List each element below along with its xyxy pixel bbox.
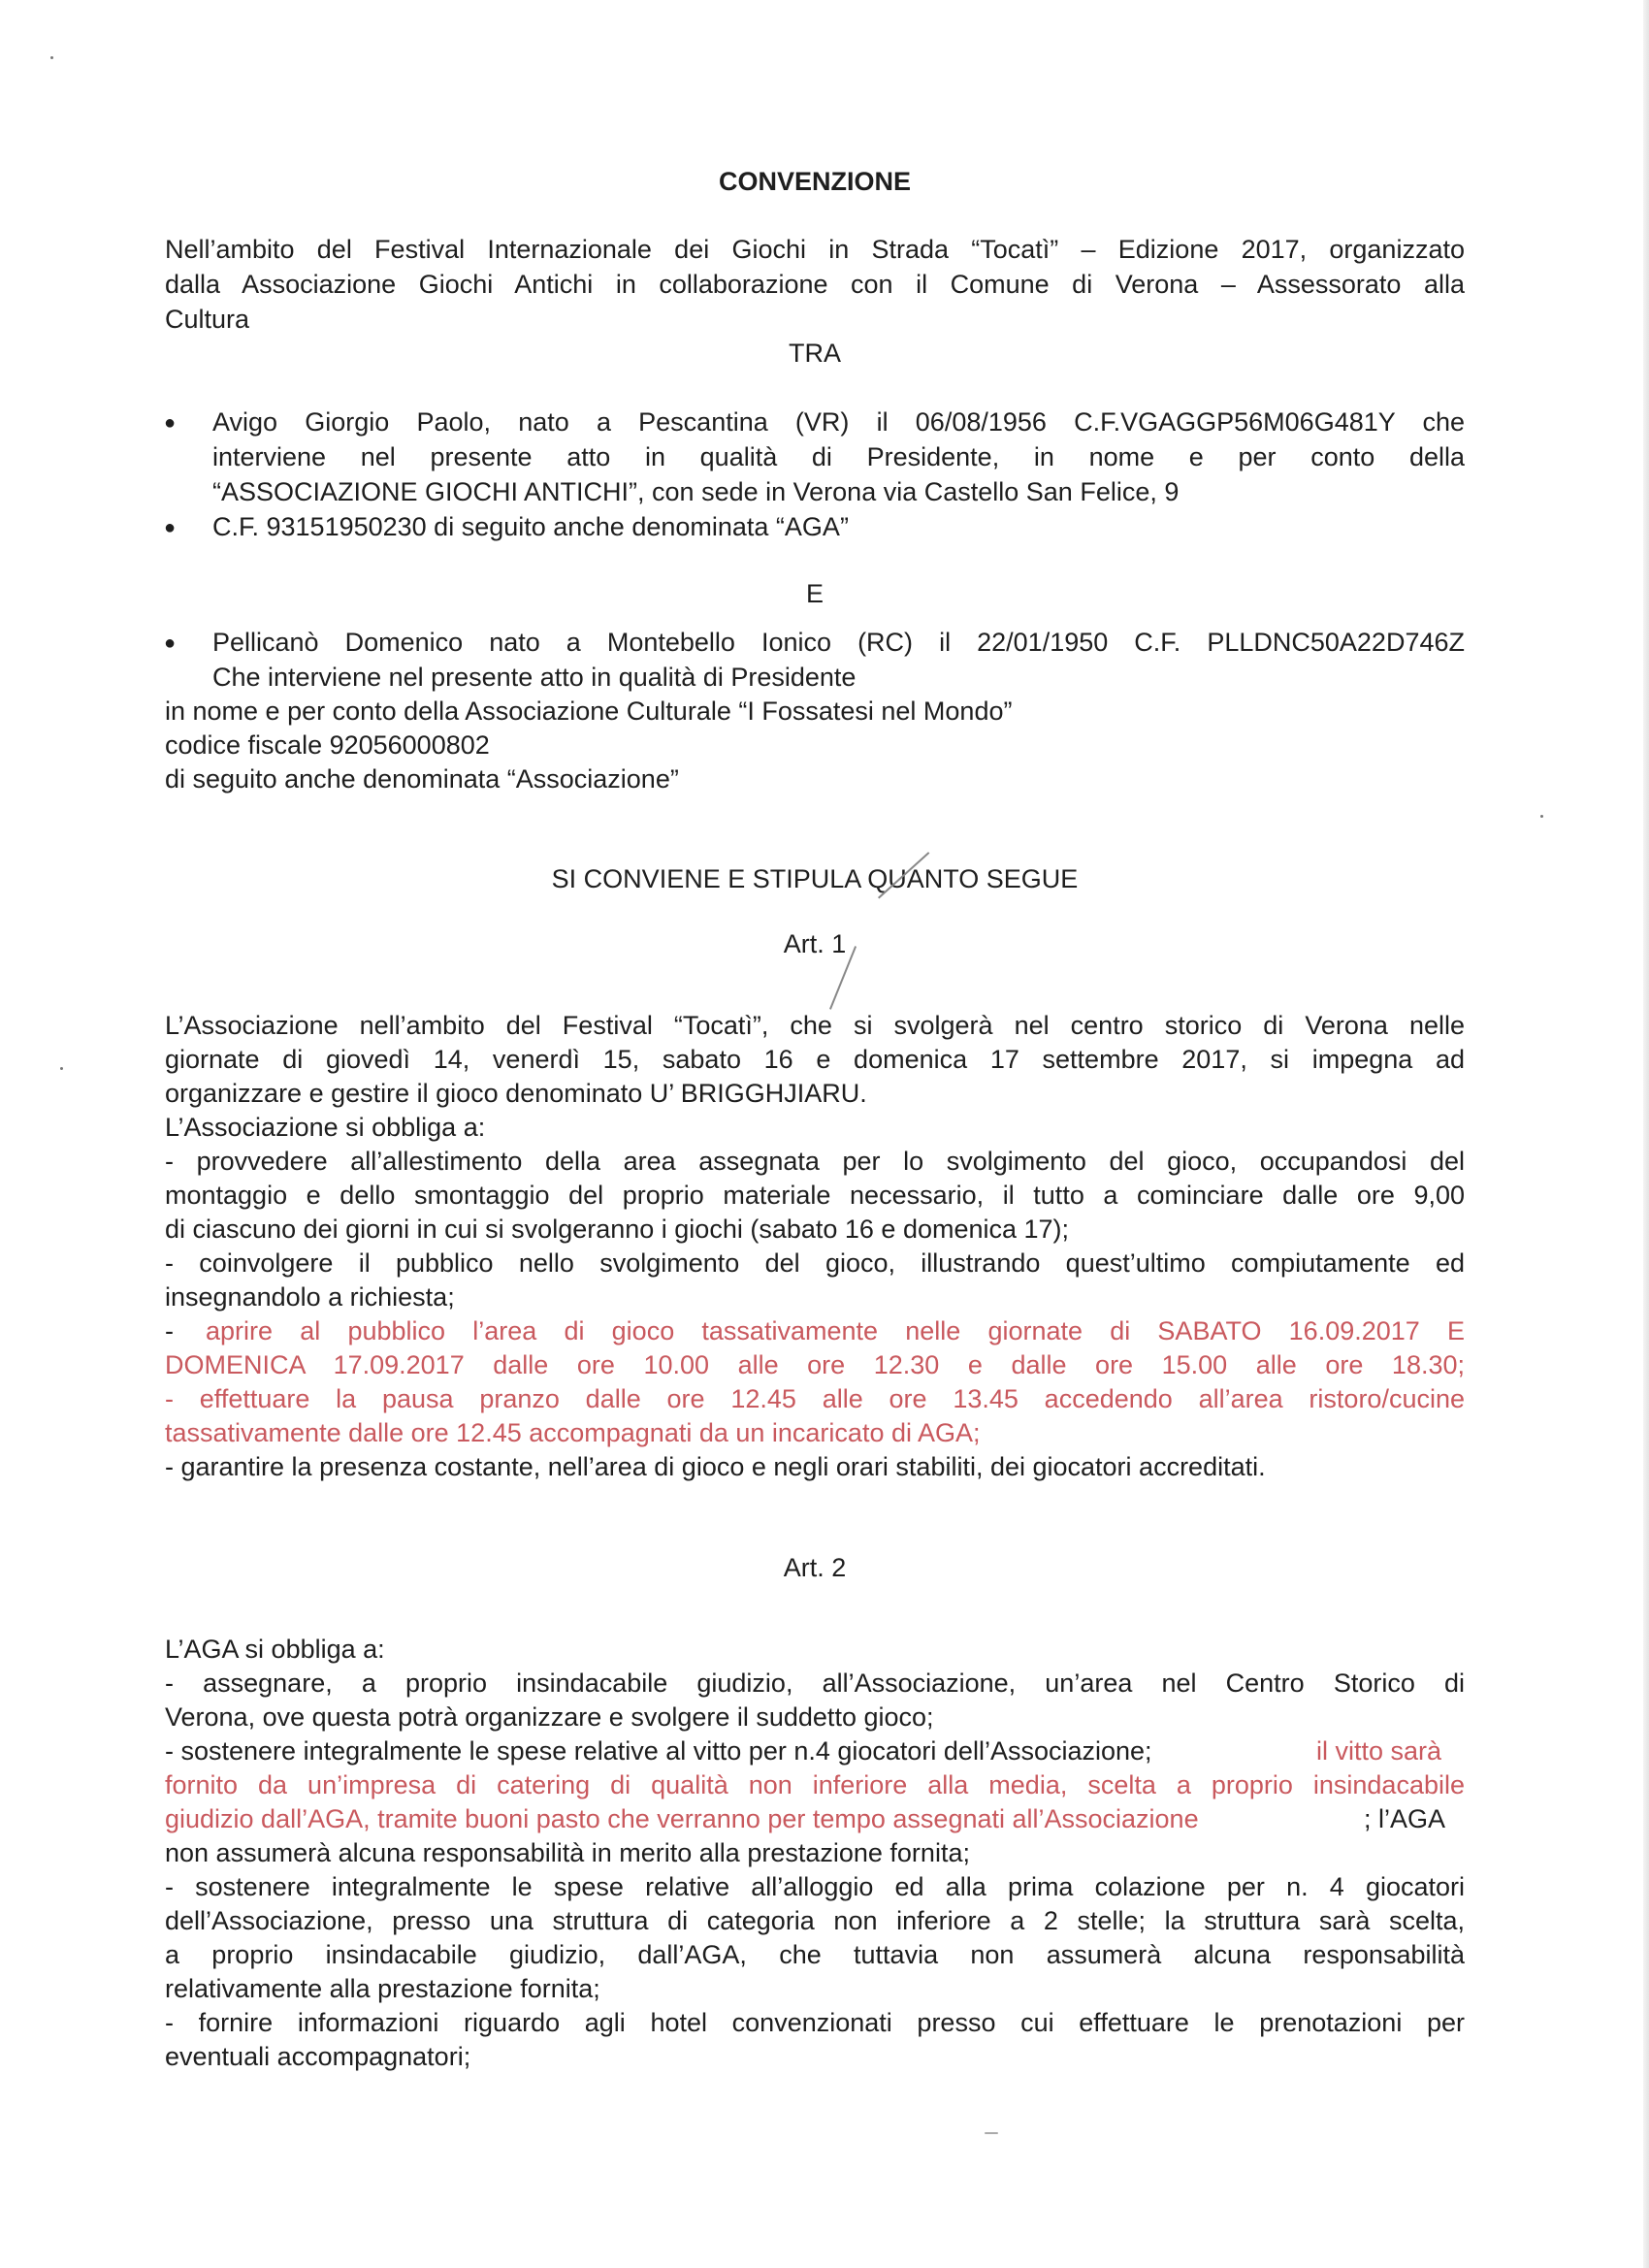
art2-line-b-7: eventuali accompagnatori; [165, 2042, 471, 2071]
art2-vitto-black: - sostenere integralmente le spese relative al vitto per n.4 giocatori dell’Associazione; [165, 1736, 1152, 1766]
art1-line-9: insegnandolo a richiesta; [165, 1282, 455, 1312]
art2-line-b-4: a proprio insindacabile giudizio, dall’AGA, che tuttavia non assumerà alcuna responsabilità [165, 1940, 1465, 1969]
art2-line-b-6: - fornire informazioni riguardo agli hotel convenzionati presso cui effettuare le prenotazioni per [165, 2008, 1465, 2037]
art1-line-4: L’Associazione si obbliga a: [165, 1113, 486, 1142]
art2-vitto-black-end: ; l’AGA [1364, 1804, 1446, 1833]
party1-line-1: Avigo Giorgio Paolo, nato a Pescantina (VR) il 06/08/1956 C.F.VGAGGP56M06G481Y che [212, 407, 1465, 437]
art2-line-3: Verona, ove questa potrà organizzare e svolgere il suddetto gioco; [165, 1702, 934, 1732]
art1-red-line-1: aprire al pubblico l’area di gioco tassativamente nelle giornate di SABATO 16.09.2017 E [206, 1316, 1465, 1345]
scan-speck [1540, 815, 1543, 818]
art1-red-line-3: - effettuare la pausa pranzo dalle ore 12.45 alle ore 13.45 accedendo all’area ristoro/cucine [165, 1384, 1465, 1413]
art2-vitto-red-1: il vitto sarà [1316, 1736, 1442, 1766]
scan-speck [985, 2132, 998, 2134]
art1-line-8: - coinvolgere il pubblico nello svolgimento del gioco, illustrando quest’ultimo compiutamente ed [165, 1248, 1465, 1278]
scan-speck [60, 1067, 63, 1070]
intro-line-3: Cultura [165, 305, 250, 334]
tra-heading: TRA [789, 339, 841, 368]
art1-line-3: organizzare e gestire il gioco denominato U’ BRIGGHJIARU. [165, 1079, 867, 1108]
art1-line-5: - provvedere all’allestimento della area assegnata per lo svolgimento del gioco, occupandosi del [165, 1147, 1465, 1176]
art2-line-b-3: dell’Associazione, presso una struttura di categoria non inferiore a 2 stelle; la struttura sarà scelta, [165, 1906, 1465, 1935]
party2-line-2: in nome e per conto della Associazione Culturale “I Fossatesi nel Mondo” [165, 697, 1013, 726]
party1-line-3: “ASSOCIAZIONE GIOCHI ANTICHI”, con sede in Verona via Castello San Felice, 9 [212, 477, 1180, 506]
art1-line-7: di ciascuno dei giorni in cui si svolgeranno i giochi (sabato 16 e domenica 17); [165, 1215, 1070, 1244]
party2-bullet-line: Pellicanò Domenico nato a Montebello Ionico (RC) il 22/01/1950 C.F. PLLDNC50A22D746Z [212, 628, 1465, 657]
art2-vitto-red-3: giudizio dall’AGA, tramite buoni pasto che verranno per tempo assegnati all’Associazione [165, 1804, 1199, 1833]
document-title: CONVENZIONE [718, 167, 912, 196]
art1-line-6: montaggio e dello smontaggio del proprio materiale necessario, il tutto a cominciare dalle ore 9,00 [165, 1181, 1465, 1210]
intro-line-1: Nell’ambito del Festival Internazionale dei Giochi in Strada “Tocatì” – Edizione 2017, organizzato [165, 235, 1465, 264]
art2-line-2: - assegnare, a proprio insindacabile giudizio, all’Associazione, un’area nel Centro Storico di [165, 1669, 1465, 1698]
art2-vitto-red-2: fornito da un’impresa di catering di qualità non inferiore alla media, scelta a proprio insindacabile [165, 1770, 1465, 1799]
party1-line-2: interviene nel presente atto in qualità di Presidente, in nome e per conto della [212, 442, 1465, 471]
party2-line-4: di seguito anche denominata “Associazione” [165, 764, 679, 794]
art1-red-line-2: DOMENICA 17.09.2017 dalle ore 10.00 alle ore 12.30 e dalle ore 15.00 alle ore 18.30; [165, 1350, 1465, 1379]
art1-line-1: L’Associazione nell’ambito del Festival “Tocatì”, che si svolgerà nel centro storico di Verona nelle [165, 1011, 1465, 1040]
art1-red-line-4: tassativamente dalle ore 12.45 accompagnati da un incaricato di AGA; [165, 1418, 981, 1447]
bullet-dot: ● [164, 632, 177, 654]
page-edge [1643, 0, 1649, 2268]
party1-cf: C.F. 93151950230 di seguito anche denominata “AGA” [212, 512, 849, 541]
art2-line-1: L’AGA si obbliga a: [165, 1635, 385, 1664]
art2-heading: Art. 2 [783, 1553, 847, 1582]
art1-line-2: giornate di giovedì 14, venerdì 15, sabato 16 e domenica 17 settembre 2017, si impegna ad [165, 1045, 1465, 1074]
party2-line-3: codice fiscale 92056000802 [165, 730, 490, 760]
stipula-heading: SI CONVIENE E STIPULA QUANTO SEGUE [551, 864, 1079, 893]
art1-red-dash: - [165, 1316, 174, 1345]
bullet-dot: ● [164, 412, 177, 434]
art1-last-line: - garantire la presenza costante, nell’area di gioco e negli orari stabiliti, dei giocatori accreditati. [165, 1452, 1266, 1481]
bullet-dot: ● [164, 517, 177, 538]
art2-line-b-5: relativamente alla prestazione fornita; [165, 1974, 600, 2003]
art2-line-b-2: - sostenere integralmente le spese relative all’alloggio ed alla prima colazione per n. 4 giocatori [165, 1872, 1465, 1901]
art1-heading: Art. 1 [783, 929, 847, 958]
e-heading: E [805, 579, 824, 608]
intro-line-2: dalla Associazione Giochi Antichi in collaborazione con il Comune di Verona – Assessorato alla [165, 270, 1465, 299]
art2-line-b-1: non assumerà alcuna responsabilità in merito alla prestazione fornita; [165, 1838, 970, 1867]
scan-speck [50, 56, 53, 59]
party2-line-1: Che interviene nel presente atto in qualità di Presidente [212, 663, 857, 692]
